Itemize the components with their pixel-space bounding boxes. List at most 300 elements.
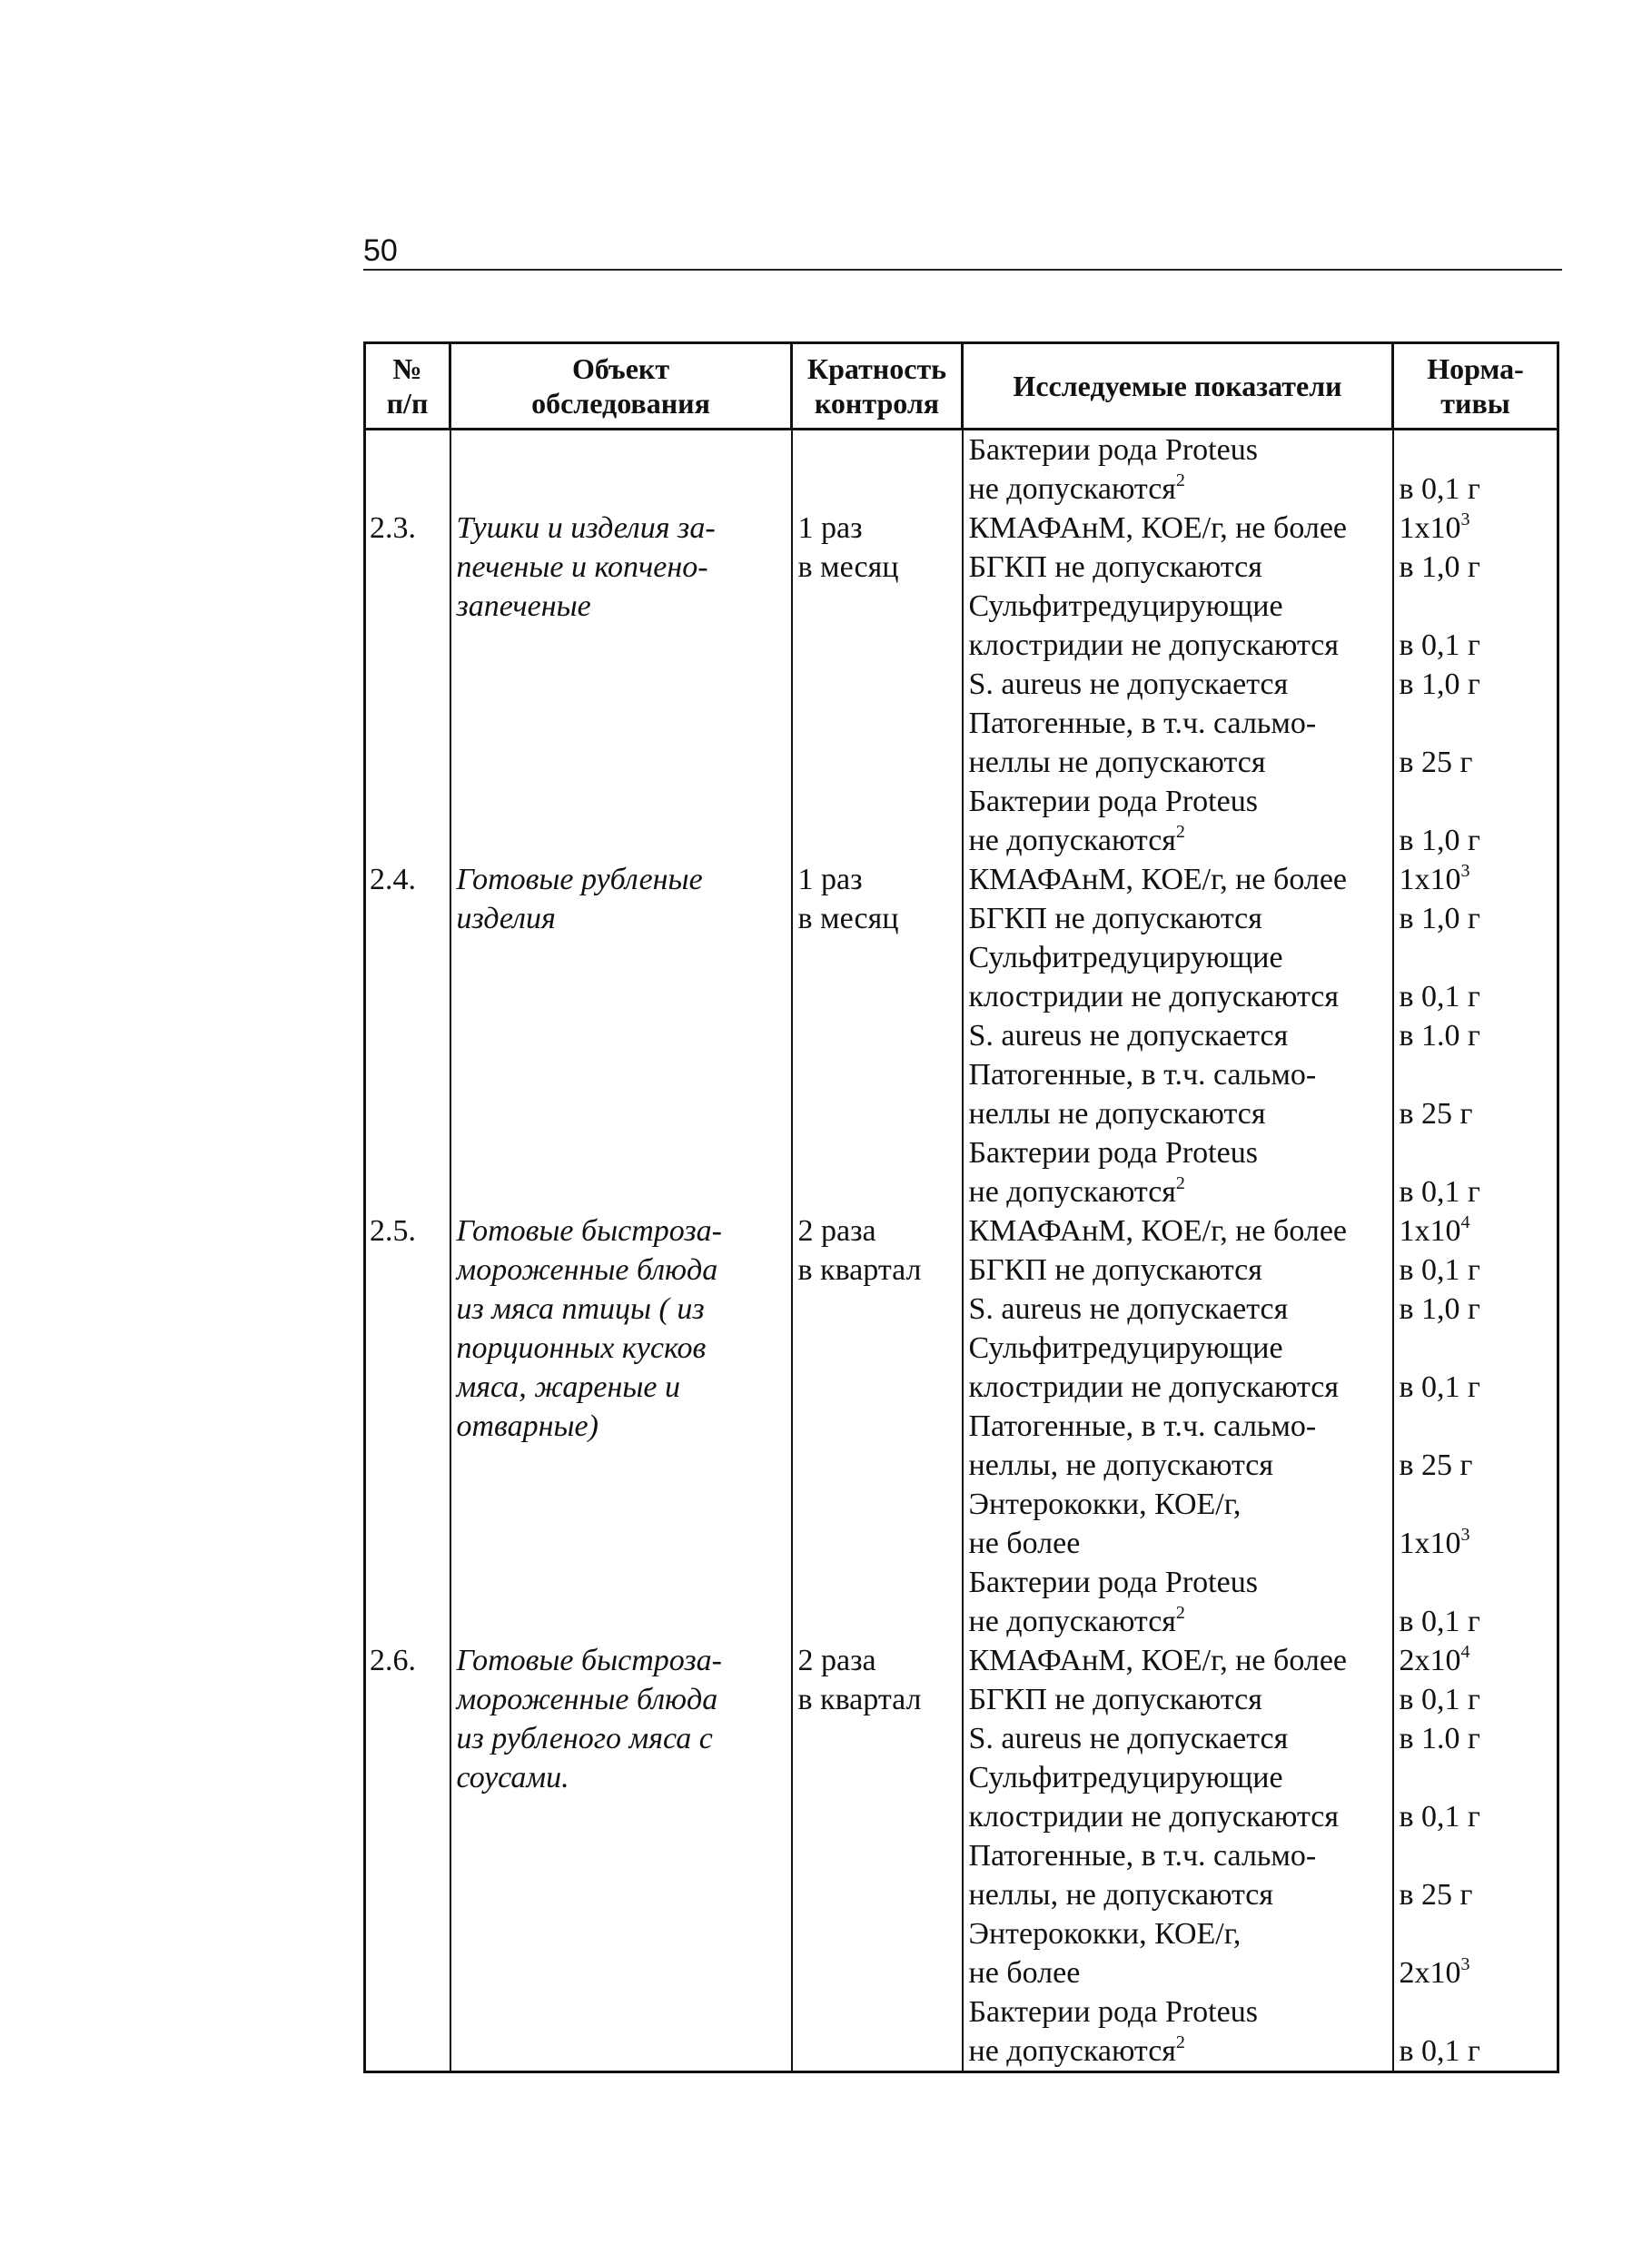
blank-line [366,1251,450,1290]
blank-line [366,704,450,743]
blank-line [1394,1055,1558,1094]
indicator-line [964,548,1392,587]
object-line [451,548,791,587]
object-line [451,899,791,938]
blank-line [451,1563,791,1602]
indicator-line [964,430,1392,470]
blank-line [366,1875,450,1914]
superscript: 4 [1460,1212,1470,1232]
blank-line [366,1094,450,1133]
indicator-line-text: не допускаются [968,1605,1176,1638]
superscript: 2 [1175,822,1185,842]
blank-line [366,548,450,587]
blank-line [1394,430,1558,470]
norm-value [1394,1875,1558,1914]
blank-line [793,938,962,977]
norm-value [1394,1211,1558,1251]
indicator-line-text: неллы, не допускаются [968,1878,1273,1912]
blank-line [451,782,791,821]
indicator-line-text: не допускаются [968,472,1176,506]
indicator-line [964,1055,1392,1094]
table-header-row [365,343,1558,430]
superscript: 3 [1460,509,1470,529]
indicator-line [964,899,1392,938]
indicator-line [964,665,1392,704]
indicator-line [964,509,1392,548]
frequency-line-text: в квартал [797,1683,922,1716]
blank-line [366,587,450,626]
blank-line [1394,587,1558,626]
blank-line [451,1016,791,1055]
blank-line [366,470,450,509]
blank-line [1394,1758,1558,1797]
blank-line [451,1797,791,1836]
blank-line [366,1602,450,1641]
object-line-text: Готовые быстроза- [456,1644,722,1677]
norm-value-text: в 0,1 г [1399,980,1480,1013]
indicator-line [964,1563,1392,1602]
norm-value [1394,1016,1558,1055]
frequency-line [793,548,962,587]
header-frequency-line: Кратность [806,352,947,385]
blank-line [451,665,791,704]
frequency-line [793,1211,962,1251]
indicator-line-text: неллы не допускаются [968,746,1266,779]
indicator-line-text: Бактерии рода Proteus [968,785,1258,818]
blank-line [1394,1407,1558,1446]
frequency-line-text: 1 раз [797,863,863,896]
norm-value-text: 1x10 [1399,1527,1461,1560]
indicator-line-text: Энтерококки, КОЕ/г, [968,1917,1241,1951]
blank-line [366,1172,450,1211]
indicator-line [964,1133,1392,1172]
blank-line [451,1524,791,1563]
blank-line [793,2032,962,2071]
table-body-row [365,430,1558,2072]
superscript: 2 [1175,2032,1185,2052]
indicator-line-text: не более [968,1956,1081,1990]
frequency-line-text: 1 раз [797,511,863,545]
object-line [451,509,791,548]
blank-line [366,938,450,977]
norm-value [1394,743,1558,782]
blank-line [1394,1563,1558,1602]
norm-value [1394,1368,1558,1407]
object-line [451,1758,791,1797]
object-line [451,1290,791,1329]
indicator-line-text: Сульфитредуцирующие [968,589,1283,623]
frequency-line-text: в месяц [797,550,899,584]
superscript: 3 [1460,1525,1470,1545]
norm-value-text: 1x10 [1399,863,1461,896]
blank-line [451,1055,791,1094]
blank-line [793,1055,962,1094]
indicator-line-text: не более [968,1527,1081,1560]
blank-line [793,1446,962,1485]
norm-value-text: в 0,1 г [1399,1253,1480,1287]
object-line-text: порционных кусков [456,1331,707,1365]
blank-line [793,1914,962,1953]
indicator-line [964,860,1392,899]
blank-line [1394,1914,1558,1953]
object-line-text: изделия [456,902,556,935]
indicator-line [964,1016,1392,1055]
superscript: 4 [1460,1642,1470,1662]
indicator-line-text: клостридии не допускаются [968,1370,1340,1404]
indicator-line-text: КМАФАнМ, КОЕ/г, не более [968,1644,1348,1677]
blank-line [451,1485,791,1524]
indicator-line-text: не допускаются [968,1175,1176,1209]
blank-line [793,1563,962,1602]
header-object [450,343,792,430]
norm-value [1394,548,1558,587]
blank-line [793,1172,962,1211]
norm-value-text: в 0,1 г [1399,1605,1480,1638]
object-line-text: Готовые быстроза- [456,1214,722,1248]
blank-line [793,1953,962,1992]
indicator-line-text: КМАФАнМ, КОЕ/г, не более [968,511,1348,545]
object-line-text: соусами. [456,1761,569,1794]
blank-line [793,626,962,665]
indicator-line-text: КМАФАнМ, КОЕ/г, не более [968,863,1348,896]
header-norms-line: тивы [1440,387,1510,420]
norm-value-text: в 1,0 г [1399,824,1480,857]
norm-value [1394,1290,1558,1329]
object-line-text: из мяса птицы ( из [456,1292,705,1326]
blank-line [451,743,791,782]
blank-line [366,1133,450,1172]
object-line [451,1368,791,1407]
blank-line [793,1485,962,1524]
indicator-line-text: S. aureus не допускается [968,667,1289,701]
blank-line [366,1485,450,1524]
blank-line [366,1368,450,1407]
indicator-line-text: БГКП не допускаются [968,1683,1262,1716]
section-number-text: 2.3. [370,511,416,545]
blank-line [793,430,962,470]
header-num-line: п/п [386,387,429,420]
blank-line [793,1758,962,1797]
superscript: 3 [1460,861,1470,881]
indicator-line [964,1953,1392,1992]
norm-value [1394,1953,1558,1992]
indicator-line [964,1094,1392,1133]
blank-line [793,1875,962,1914]
indicator-line [964,1797,1392,1836]
blank-line [451,1953,791,1992]
blank-line [1394,1836,1558,1875]
norm-value [1394,1251,1558,1290]
frequency-line-text: 2 раза [797,1214,876,1248]
header-rule [363,269,1562,271]
indicator-line [964,1485,1392,1524]
object-line [451,1719,791,1758]
blank-line [793,1407,962,1446]
norm-value-text: в 25 г [1399,1448,1473,1482]
frequency-line [793,1680,962,1719]
section-number [366,860,450,899]
object-line-text: из рубленого мяса с [456,1722,713,1755]
superscript: 3 [1460,1954,1470,1974]
indicator-line [964,1602,1392,1641]
norm-value [1394,1094,1558,1133]
superscript: 2 [1175,1173,1185,1193]
blank-line [366,1055,450,1094]
header-object-line: Объект [571,352,670,385]
blank-line [1394,938,1558,977]
indicator-line [964,1211,1392,1251]
indicator-line-text: клостридии не допускаются [968,628,1340,662]
indicator-line [964,1719,1392,1758]
norm-value [1394,1680,1558,1719]
indicator-line-text: S. aureus не допускается [968,1722,1289,1755]
blank-line [1394,1133,1558,1172]
header-frequency-line: контроля [814,387,940,420]
blank-line [451,470,791,509]
norm-value-text: 1x10 [1399,1214,1461,1248]
object-line-text: мороженные блюда [456,1253,718,1287]
num-column [365,430,450,2072]
blank-line [451,1172,791,1211]
object-line-text: печеные и копчено- [456,550,708,584]
indicator-line [964,1251,1392,1290]
blank-line [793,977,962,1016]
sanitary-norms-table [363,341,1559,2073]
blank-line [451,1133,791,1172]
blank-line [451,977,791,1016]
indicator-line-text: клостридии не допускаются [968,1800,1340,1834]
blank-line [793,1602,962,1641]
indicator-line-text: S. aureus не допускается [968,1292,1289,1326]
indicator-line [964,1758,1392,1797]
indicator-line [964,1172,1392,1211]
norm-value [1394,470,1558,509]
header-indicators [963,343,1393,430]
object-line [451,1211,791,1251]
blank-line [366,1836,450,1875]
object-line [451,1641,791,1680]
indicator-line-text: не допускаются [968,2034,1176,2068]
indicator-line-text: неллы, не допускаются [968,1448,1273,1482]
blank-line [451,704,791,743]
blank-line [366,626,450,665]
indicator-line [964,1290,1392,1329]
blank-line [1394,1329,1558,1368]
indicator-line-text: не допускаются [968,824,1176,857]
indicator-line-text: S. aureus не допускается [968,1019,1289,1053]
norm-value-text: в 0,1 г [1399,1370,1480,1404]
indicator-line [964,1836,1392,1875]
blank-line [793,782,962,821]
norm-value [1394,899,1558,938]
norm-value-text: в 0,1 г [1399,628,1480,662]
blank-line [793,1524,962,1563]
blank-line [793,587,962,626]
header-norms [1393,343,1558,430]
object-line-text: запеченые [456,589,591,623]
indicator-line [964,821,1392,860]
blank-line [793,743,962,782]
blank-line [366,821,450,860]
blank-line [366,1016,450,1055]
blank-line [793,1836,962,1875]
blank-line [793,1133,962,1172]
object-line-text: Готовые рубленые [456,863,703,896]
object-line-text: мяса, жареные и [456,1370,680,1404]
indicator-line-text: Бактерии рода Proteus [968,1566,1258,1599]
blank-line [793,821,962,860]
blank-line [793,1016,962,1055]
object-line-text: отварные) [456,1409,598,1443]
norm-value [1394,665,1558,704]
section-number-text: 2.5. [370,1214,416,1248]
indicator-line [964,938,1392,977]
indicator-line [964,1992,1392,2032]
blank-line [366,665,450,704]
blank-line [451,1992,791,2032]
object-line [451,1407,791,1446]
indicator-line [964,1641,1392,1680]
blank-line [451,430,791,470]
section-number-text: 2.6. [370,1644,416,1677]
blank-line [451,821,791,860]
blank-line [366,1953,450,1992]
blank-line [793,1797,962,1836]
frequency-line [793,899,962,938]
indicator-line-text: Бактерии рода Proteus [968,433,1258,467]
header-object-line: обследования [531,387,710,420]
blank-line [793,704,962,743]
norm-value-text: в 25 г [1399,1097,1473,1131]
superscript: 2 [1175,1603,1185,1623]
blank-line [366,1992,450,2032]
indicator-line [964,1875,1392,1914]
section-number [366,1641,450,1680]
blank-line [451,1914,791,1953]
indicator-line [964,1914,1392,1953]
frequency-line-text: 2 раза [797,1644,876,1677]
indicator-line-text: КМАФАнМ, КОЕ/г, не более [968,1214,1348,1248]
indicator-line-text: Сульфитредуцирующие [968,941,1283,974]
blank-line [1394,782,1558,821]
object-column [450,430,792,2072]
norm-value [1394,509,1558,548]
frequency-line-text: в месяц [797,902,899,935]
norm-value-text: в 1,0 г [1399,550,1480,584]
norm-value [1394,2032,1558,2071]
norm-value [1394,1719,1558,1758]
blank-line [366,1290,450,1329]
indicator-line-text: Патогенные, в т.ч. сальмо- [968,1839,1317,1873]
indicator-line-text: Патогенные, в т.ч. сальмо- [968,707,1317,740]
blank-line [366,1758,450,1797]
indicator-line [964,704,1392,743]
blank-line [366,782,450,821]
norm-value [1394,1172,1558,1211]
frequency-line [793,1251,962,1290]
norm-value-text: в 1,0 г [1399,667,1480,701]
indicator-line [964,470,1392,509]
indicator-line [964,1407,1392,1446]
superscript: 2 [1175,470,1185,490]
header-frequency [792,343,963,430]
norm-value-text: в 25 г [1399,1878,1473,1912]
blank-line [1394,1992,1558,2032]
header-norms-line: Норма- [1427,352,1524,385]
norms-column [1393,430,1558,2072]
indicator-line [964,743,1392,782]
indicator-line [964,1524,1392,1563]
indicator-line [964,1446,1392,1485]
blank-line [366,743,450,782]
object-line [451,1329,791,1368]
blank-line [366,1914,450,1953]
norm-value [1394,1602,1558,1641]
norm-value-text: в 0,1 г [1399,1175,1480,1209]
indicator-line [964,977,1392,1016]
blank-line [451,2032,791,2071]
blank-line [366,1719,450,1758]
norm-value-text: в 1,0 г [1399,902,1480,935]
blank-line [793,665,962,704]
indicator-line-text: Бактерии рода Proteus [968,1995,1258,2029]
blank-line [451,1875,791,1914]
norm-value-text: 2x10 [1399,1644,1461,1677]
frequency-line [793,1641,962,1680]
blank-line [366,1407,450,1446]
norm-value [1394,860,1558,899]
indicator-line-text: БГКП не допускаются [968,902,1262,935]
norm-value [1394,626,1558,665]
blank-line [451,1836,791,1875]
frequency-line [793,860,962,899]
indicator-line [964,1680,1392,1719]
blank-line [366,1524,450,1563]
blank-line [793,1094,962,1133]
blank-line [1394,1485,1558,1524]
blank-line [793,470,962,509]
norm-value [1394,1524,1558,1563]
norm-value-text: в 1.0 г [1399,1722,1480,1755]
indicator-line [964,782,1392,821]
section-number-text: 2.4. [370,863,416,896]
indicator-line-text: Сульфитредуцирующие [968,1761,1283,1794]
blank-line [793,1329,962,1368]
norm-value-text: в 0,1 г [1399,1800,1480,1834]
header-num-line: № [392,352,422,385]
indicator-line-text: Энтерококки, КОЕ/г, [968,1488,1241,1521]
object-line [451,1680,791,1719]
indicator-line-text: БГКП не допускаются [968,550,1262,584]
blank-line [366,430,450,470]
frequency-column [792,430,963,2072]
header-num [365,343,450,430]
object-line [451,1251,791,1290]
norm-value-text: в 0,1 г [1399,2034,1480,2068]
norm-value-text: 1x10 [1399,511,1461,545]
indicator-line-text: Сульфитредуцирующие [968,1331,1283,1365]
norm-value-text: в 1.0 г [1399,1019,1480,1053]
norm-value-text: в 1,0 г [1399,1292,1480,1326]
indicator-line-text: Патогенные, в т.ч. сальмо- [968,1409,1317,1443]
blank-line [451,938,791,977]
indicator-line [964,1368,1392,1407]
blank-line [793,1368,962,1407]
blank-line [451,1446,791,1485]
object-line-text: Тушки и изделия за- [456,511,716,545]
page-number: 50 [363,233,398,268]
object-line [451,587,791,626]
